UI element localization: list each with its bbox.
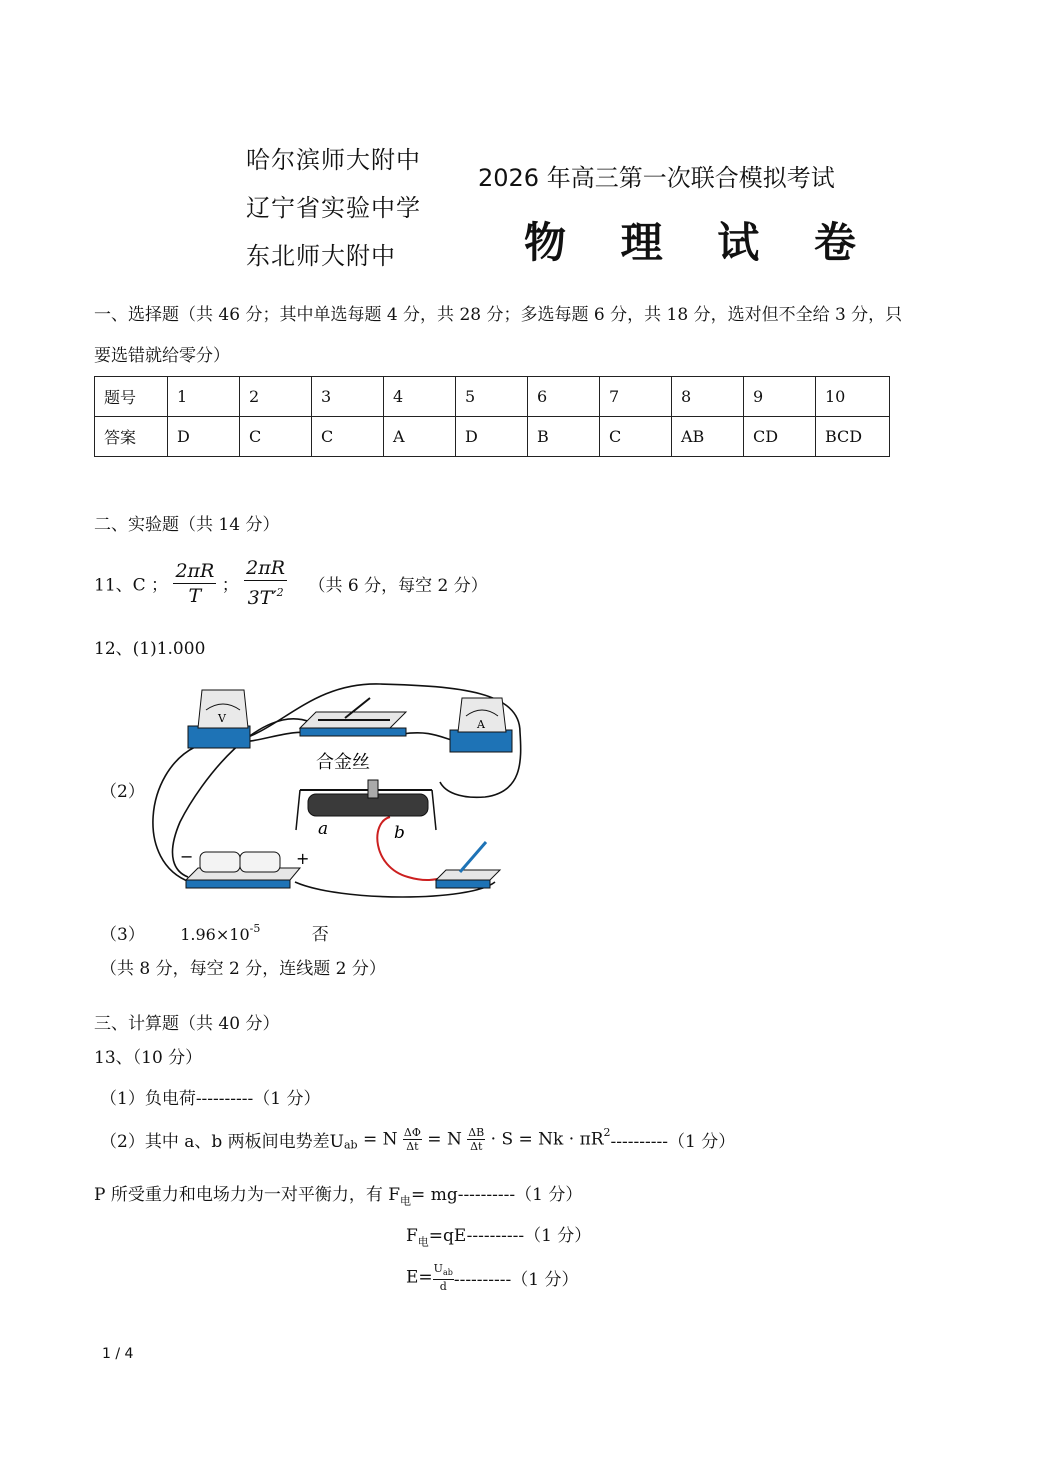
- q13-line4-tail: =qE----------（1 分）: [428, 1226, 592, 1246]
- subscript: ab: [442, 1268, 453, 1278]
- q13-line2-prefix: （2）其中 a、b 两板间电势差U: [100, 1132, 344, 1152]
- q13-line1: （1）负电荷----------（1 分）: [100, 1089, 321, 1109]
- answer-table: [94, 376, 890, 457]
- q13-line2-eq1: = N: [357, 1129, 398, 1150]
- school-name-1: 哈尔滨师大附中: [246, 146, 421, 174]
- q12-part3-answer: 否: [311, 925, 329, 945]
- fraction-denominator: Δt: [470, 1140, 483, 1153]
- table-cell: 5: [456, 377, 528, 417]
- q13-fraction-e: [433, 1262, 454, 1293]
- rheostat-end-a: a: [318, 819, 329, 839]
- q12-part1: 12、(1)1.000: [94, 639, 206, 659]
- table-row-answers: [95, 417, 890, 457]
- rheostat-end-b: b: [394, 823, 405, 843]
- q13-title: 13、（10 分）: [94, 1048, 203, 1068]
- table-cell: CD: [744, 417, 816, 457]
- battery: [186, 852, 300, 888]
- table-cell: B: [528, 417, 600, 457]
- table-cell: D: [168, 417, 240, 457]
- q12-part2-label: （2）: [100, 782, 145, 802]
- alloy-wire-label: 合金丝: [316, 752, 370, 773]
- battery-plus: +: [296, 849, 310, 868]
- q13-line2: [100, 1126, 735, 1153]
- table-cell: AB: [672, 417, 744, 457]
- q13-line5: [406, 1262, 579, 1293]
- q13-line3-text: P 所受重力和电场力为一对平衡力，有 F: [94, 1185, 401, 1205]
- q13-line5-pre: E=: [406, 1267, 433, 1288]
- table-cell: 9: [744, 377, 816, 417]
- q13-line3-tail: = mg----------（1 分）: [411, 1185, 583, 1205]
- q13-line2-eq2: = N: [421, 1129, 462, 1150]
- q13-line2-tail: · S = Nk · πR: [485, 1129, 604, 1150]
- q11-score: （共 6 分，每空 2 分）: [308, 575, 488, 596]
- table-cell: A: [384, 417, 456, 457]
- q13-line2-score: ----------（1 分）: [610, 1132, 736, 1152]
- q13-fraction-db: [467, 1126, 485, 1153]
- table-row-questions: [95, 377, 890, 417]
- voltmeter: [188, 690, 250, 748]
- table-cell: 8: [672, 377, 744, 417]
- q11-answer: [94, 556, 488, 610]
- q11-separator: ；: [221, 575, 239, 596]
- alloy-wire-board: [300, 698, 406, 736]
- q13-line3: [94, 1180, 582, 1208]
- q12-part3-label: （3）: [100, 925, 145, 945]
- q13-line4: [406, 1221, 591, 1249]
- fraction-denominator: d: [439, 1280, 447, 1294]
- fraction-numerator: [433, 1262, 454, 1280]
- circuit-diagram: [140, 672, 540, 912]
- page-number: 1 / 4: [102, 1346, 134, 1362]
- subject-title: 物 理 试 卷: [524, 218, 876, 267]
- subscript: 电: [417, 1235, 429, 1249]
- fraction-numerator: 2πR: [246, 557, 286, 579]
- table-header-q: 题号: [95, 377, 168, 417]
- q13-line5-tail: ----------（1 分）: [453, 1270, 579, 1291]
- voltmeter-label: V: [218, 712, 226, 725]
- fraction-numerator: 2πR: [175, 559, 215, 582]
- fraction-denominator-text: 3T′: [247, 587, 277, 609]
- fraction-denominator: [244, 581, 287, 610]
- q11-prefix: 11、C ；: [94, 575, 169, 596]
- fraction-denominator: T: [188, 584, 202, 607]
- section3-heading: 三、计算题（共 40 分）: [94, 1014, 280, 1034]
- table-cell: D: [456, 417, 528, 457]
- section2-heading: 二、实验题（共 14 分）: [94, 515, 280, 535]
- fraction-denominator: Δt: [406, 1140, 419, 1153]
- q13-fraction-dphi: [403, 1126, 422, 1153]
- table-cell: 1: [168, 377, 240, 417]
- battery-minus: −: [180, 847, 194, 866]
- red-wire: [377, 817, 445, 880]
- subscript: 电: [400, 1194, 412, 1208]
- q11-fraction-1: [173, 559, 216, 608]
- table-cell: C: [312, 417, 384, 457]
- fraction-numerator-text: U: [433, 1262, 443, 1275]
- q12-part3: [100, 920, 329, 945]
- exponent: 2: [603, 1126, 611, 1139]
- section1-heading-line1: 一、选择题（共 46 分；其中单选每题 4 分，共 28 分；多选每题 6 分，共 18 分，选对但不全给 3 分，只: [94, 305, 903, 325]
- ammeter: [450, 698, 512, 752]
- table-cell: 4: [384, 377, 456, 417]
- ammeter-label: A: [477, 718, 485, 731]
- table-cell: 2: [240, 377, 312, 417]
- exam-title: 2026 年高三第一次联合模拟考试: [478, 164, 835, 192]
- q12-score: （共 8 分，每空 2 分，连线题 2 分）: [100, 959, 386, 979]
- school-name-2: 辽宁省实验中学: [246, 194, 421, 222]
- fraction-numerator: ΔΦ: [403, 1126, 421, 1139]
- exponent: 2: [276, 586, 284, 599]
- table-cell: 3: [312, 377, 384, 417]
- table-cell: C: [240, 417, 312, 457]
- section1-heading-line2: 要选错就给零分）: [94, 346, 230, 366]
- q12-part3-mantissa: 1.96×10: [180, 925, 250, 944]
- q11-fraction-2: [244, 556, 287, 610]
- switch: [436, 842, 500, 888]
- q12-part3-value: [180, 922, 261, 944]
- table-cell: C: [600, 417, 672, 457]
- table-cell: 10: [816, 377, 890, 417]
- table-cell: BCD: [816, 417, 890, 457]
- subscript: ab: [343, 1138, 358, 1152]
- table-header-a: 答案: [95, 417, 168, 457]
- school-name-3: 东北师大附中: [246, 242, 396, 270]
- exponent: -5: [249, 922, 261, 935]
- table-cell: 6: [528, 377, 600, 417]
- fraction-numerator: ΔB: [468, 1126, 485, 1139]
- rheostat: [296, 780, 436, 830]
- table-cell: 7: [600, 377, 672, 417]
- q13-line4-pre: F: [406, 1226, 418, 1246]
